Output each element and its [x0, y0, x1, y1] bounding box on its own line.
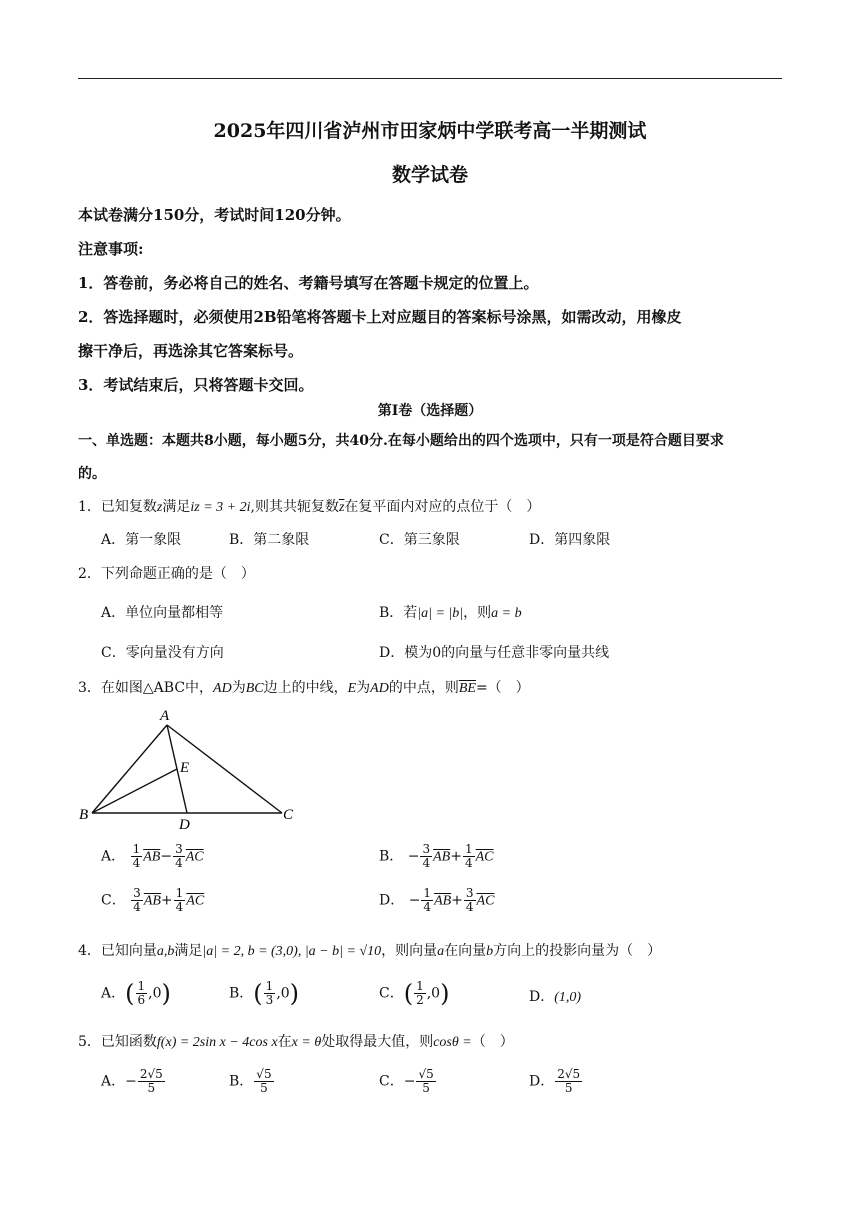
option-letter: C． [379, 985, 404, 1002]
option-letter: A． [101, 985, 126, 1002]
q2-option-b-eq: |a| = |b| [417, 606, 464, 621]
q4-text: 满足 [174, 943, 203, 959]
q3-vector-be: $\overline{BE}$ [458, 681, 476, 696]
left-paren: ( [253, 979, 263, 1008]
header-rule [78, 78, 782, 79]
label-b: B [79, 807, 89, 823]
q1-option-b: B．第二象限 [229, 532, 310, 548]
q3-var: AD [213, 681, 232, 696]
label-a: A [160, 708, 170, 724]
q5-text: 处取得最大值，则 [321, 1034, 434, 1050]
operator: + [451, 892, 463, 909]
numerator: 1 [416, 979, 424, 993]
q3-text: 为 [356, 680, 371, 696]
q2-option-c: C．零向量没有方向 [101, 645, 224, 661]
q2-option-b [379, 602, 522, 622]
option-letter: B． [379, 848, 404, 865]
numerator: 1 [464, 842, 473, 856]
option-letter: A． [101, 848, 126, 865]
q4-option-b [229, 980, 299, 1007]
right-paren: ) [440, 979, 450, 1008]
q3-text: =（ ） [475, 680, 530, 696]
q1-text: 在复平面内对应的点位于（ ） [344, 499, 541, 515]
q5-function: f(x) = 2sin x − 4cos x [156, 1035, 278, 1050]
right-paren: ) [161, 979, 171, 1008]
segment-be [92, 769, 177, 813]
q3-text: 的中点，则 [388, 680, 459, 696]
exam-subtitle: 数学试卷 [391, 164, 468, 186]
q4-text: ，则向量 [381, 943, 438, 959]
score-time-note: 本试卷满分150分，考试时间120分钟。 [78, 206, 351, 224]
fraction [416, 1068, 435, 1095]
q5-text: （ ） [471, 1034, 514, 1050]
numerator: 3 [465, 886, 474, 900]
vector-ac: $\overline{AC}$ [185, 849, 204, 865]
numerator: 1 [423, 886, 432, 900]
sign: − [408, 892, 421, 909]
fraction [138, 1068, 165, 1095]
option-rest: ,0 [426, 985, 441, 1002]
q4-vector-a: a [437, 944, 445, 959]
denominator: 4 [175, 900, 184, 914]
numerator: 1 [175, 886, 184, 900]
notice-heading: 注意事项: [78, 240, 144, 258]
denominator: 3 [265, 993, 274, 1007]
numerator: √5 [418, 1067, 434, 1081]
question-1-stem [78, 496, 540, 516]
coef-2 [173, 843, 185, 870]
operator: − [160, 848, 173, 865]
option-letter: B． [229, 1073, 254, 1090]
left-paren: ( [403, 979, 414, 1008]
numerator: 2√5 [557, 1067, 581, 1081]
question-5-stem [78, 1031, 514, 1051]
q5-text: 5．已知函数 [78, 1034, 157, 1050]
q3-text: 为 [231, 680, 246, 696]
q5-text: 在 [277, 1034, 292, 1050]
fraction [254, 1068, 273, 1095]
q2-option-a: A．单位向量都相等 [101, 605, 224, 621]
vector-ab: $\overline{AB}$ [433, 849, 451, 865]
fraction [264, 980, 276, 1007]
sign: − [407, 848, 420, 865]
coef-2 [174, 887, 186, 914]
operator: + [450, 848, 462, 865]
option-letter: C． [379, 1073, 404, 1090]
vector-ab: $\overline{AB}$ [143, 893, 161, 909]
q5-option-d [529, 1068, 583, 1095]
q2-option-d: D．模为0的向量与任意非零向量共线 [379, 645, 610, 661]
q4-text: 4．已知向量 [78, 943, 157, 959]
vector-ac: $\overline{AC}$ [475, 849, 494, 865]
numerator: 2√5 [139, 1067, 163, 1081]
operator: + [160, 892, 173, 909]
vector-ab: $\overline{AB}$ [143, 849, 161, 865]
numerator: 1 [132, 842, 141, 856]
question-4-stem [78, 940, 661, 960]
q1-option-d: D．第四象限 [529, 532, 611, 548]
denominator: 4 [175, 856, 183, 870]
denominator: 4 [465, 900, 474, 914]
denominator: 5 [564, 1081, 573, 1095]
question-3-stem [78, 677, 530, 697]
coef-1 [421, 887, 433, 914]
coef-1 [131, 887, 143, 914]
notice-item-2-cont: 擦干净后，再选涂其它答案标号。 [78, 342, 304, 360]
q2-option-b-text: B．若 [379, 605, 418, 621]
numerator: 3 [133, 886, 141, 900]
option-letter: B． [229, 985, 254, 1002]
q3-option-a [101, 843, 204, 870]
denominator: 4 [423, 900, 432, 914]
vector-ac: $\overline{AC}$ [186, 893, 205, 909]
q3-option-b [379, 843, 494, 870]
left-paren: ( [125, 979, 135, 1008]
q4-text: 在向量 [444, 943, 487, 959]
numerator: √5 [256, 1067, 272, 1081]
q2-option-b-eq2: a = b [491, 606, 522, 621]
denominator: 6 [137, 993, 146, 1007]
q3-var: AD [370, 681, 389, 696]
numerator: 1 [137, 979, 146, 993]
q3-text: 边上的中线， [263, 680, 348, 696]
q3-option-c [101, 887, 204, 914]
fraction [555, 1068, 582, 1095]
q4-text: 方向上的投影向量为（ ） [493, 943, 662, 959]
q1-text: 1．已知复数 [78, 499, 157, 515]
q4-condition: |a| = 2, b = (3,0), |a − b| = √10 [202, 944, 382, 959]
notice-item-3: 3．考试结束后，只将答题卡交回。 [78, 376, 314, 394]
section-heading: 一、单选题：本题共8小题，每小题5分，共40分.在每小题给出的四个选项中，只有一项是符合题目要求 [78, 433, 724, 449]
q5-cos: cosθ = [433, 1035, 472, 1050]
denominator: 5 [260, 1081, 268, 1095]
fraction [136, 980, 148, 1007]
coef-1 [420, 843, 432, 870]
option-letter: C． [101, 892, 126, 909]
coef-2 [463, 843, 475, 870]
q1-text: 满足 [162, 499, 191, 515]
exam-title: 2025年四川省泸州市田家炳中学联考高一半期测试 [213, 120, 647, 142]
triangle-figure [70, 700, 310, 835]
denominator: 5 [147, 1081, 156, 1095]
notice-item-1: 1．答卷前，务必将自己的姓名、考籍号填写在答题卡规定的位置上。 [78, 274, 539, 292]
sign: − [125, 1073, 137, 1090]
notice-item-2: 2．答选择题时，必须使用2B铅笔将答题卡上对应题目的答案标号涂黑，如需改动，用橡皮 [78, 308, 682, 326]
denominator: 4 [132, 856, 141, 870]
q1-var-zbar: $\overline{z}$ [338, 500, 345, 515]
sign: − [403, 1073, 416, 1090]
q4-vectors: a,b [156, 944, 175, 959]
q4-option-c [379, 980, 449, 1007]
q1-var-z: z [156, 500, 163, 515]
coef-1 [131, 843, 143, 870]
denominator: 4 [422, 856, 431, 870]
vector-ac: $\overline{AC}$ [476, 893, 495, 909]
coef-2 [464, 887, 476, 914]
label-c: C [283, 807, 294, 823]
option-rest: ,0 [148, 985, 162, 1002]
numerator: 3 [175, 842, 183, 856]
q5-point: x = θ [291, 1035, 322, 1050]
option-letter: D． [529, 989, 555, 1005]
q1-option-c: C．第三象限 [379, 532, 460, 548]
q3-option-d [379, 887, 494, 914]
numerator: 3 [422, 842, 431, 856]
fraction [414, 980, 426, 1007]
q2-option-b-text: ，则 [463, 605, 492, 621]
q5-option-c [379, 1068, 437, 1095]
q3-text: 3．在如图△ABC中， [78, 680, 214, 696]
option-value: (1,0) [554, 990, 582, 1005]
denominator: 2 [416, 993, 424, 1007]
option-letter: A． [101, 1073, 126, 1090]
q4-option-a [101, 980, 171, 1007]
numerator: 1 [265, 979, 274, 993]
right-paren: ) [289, 979, 300, 1008]
option-letter: D． [379, 892, 405, 909]
question-2-stem: 2．下列命题正确的是（ ） [78, 566, 255, 582]
q4-option-d [529, 986, 581, 1006]
triangle-side-ab [92, 725, 167, 813]
section-heading-cont: 的。 [78, 466, 106, 482]
vector-ab: $\overline{AB}$ [434, 893, 452, 909]
option-rest: ,0 [276, 985, 290, 1002]
q5-option-a [101, 1068, 166, 1095]
q1-option-a: A．第一象限 [101, 532, 182, 548]
part-title: 第Ⅰ卷（选择题） [377, 403, 483, 419]
label-d: D [179, 817, 190, 833]
q3-var: E [347, 681, 357, 696]
q4-vector-b: b [486, 944, 494, 959]
denominator: 5 [422, 1081, 430, 1095]
option-letter: D． [529, 1073, 555, 1090]
label-e: E [180, 760, 190, 776]
denominator: 4 [464, 856, 473, 870]
q1-text: ,则其共轭复数 [250, 499, 339, 515]
denominator: 4 [133, 900, 141, 914]
q5-option-b [229, 1068, 275, 1095]
q1-equation: iz = 3 + 2i [190, 500, 251, 515]
q3-var: BC [245, 681, 264, 696]
